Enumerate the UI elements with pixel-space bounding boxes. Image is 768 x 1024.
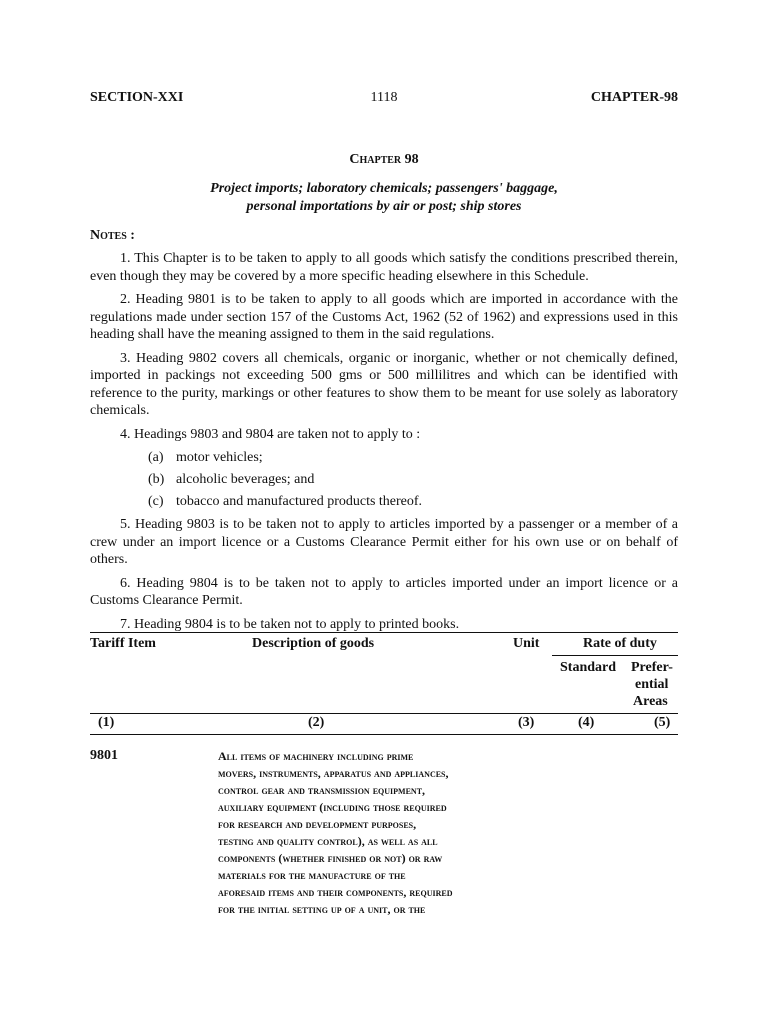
page-number: 1118 xyxy=(370,90,398,105)
col-rate-of-duty: Rate of duty xyxy=(583,636,657,651)
subitem-b xyxy=(148,471,678,488)
goods-description xyxy=(218,748,508,918)
subitem-c xyxy=(148,493,678,510)
col-tariff-item: Tariff Item xyxy=(90,636,156,651)
table-mid-rule xyxy=(90,713,678,714)
subitem-text: motor vehicles; xyxy=(176,450,263,465)
col-preferential-3: Areas xyxy=(633,694,668,709)
note-6: 6. Heading 9804 is to be taken not to apply to articles imported under an import licence or a Customs Clearance Permit. xyxy=(90,575,678,608)
note-7: 7. Heading 9804 is to be taken not to apply to printed books. xyxy=(120,616,460,632)
description-line: movers, instruments, apparatus and appliances, xyxy=(218,766,449,780)
col-preferential-2: ential xyxy=(635,677,669,692)
subitem-a xyxy=(148,449,678,466)
chapter-label: CHAPTER-98 xyxy=(590,90,678,105)
subitem-text: alcoholic beverages; and xyxy=(176,472,315,487)
note-5: 5. Heading 9803 is to be taken not to apply to articles imported by a passenger or a member of a crew under an import licence or a Customs Clearance Permit either for his own use or on behalf of others. xyxy=(90,517,678,567)
col-num-5: (5) xyxy=(654,715,671,730)
col-description: Description of goods xyxy=(252,636,375,651)
subtitle-line: Project imports; laboratory chemicals; passengers' baggage, xyxy=(210,181,558,196)
description-line: for the initial setting up of a unit, or the xyxy=(218,902,426,916)
description-line: aforesaid items and their components, required xyxy=(218,885,453,899)
description-line: auxiliary equipment (including those required xyxy=(218,800,447,814)
subitem-label: (c) xyxy=(148,494,164,509)
description-line: control gear and transmission equipment, xyxy=(218,783,426,797)
col-preferential-1: Prefer- xyxy=(631,660,673,675)
subtitle-line: personal importations by air or post; ship stores xyxy=(246,199,522,214)
note-1: 1. This Chapter is to be taken to apply to all goods which satisfy the conditions prescribed therein, even though they may be covered by a more specific heading elsewhere in this Schedule. xyxy=(90,251,678,284)
section-label: SECTION-XXI xyxy=(90,90,184,105)
notes-heading: Notes : xyxy=(90,228,135,243)
col-num-4: (4) xyxy=(578,715,595,730)
chapter-subtitle xyxy=(90,180,678,216)
rate-sub-rule xyxy=(552,655,678,656)
col-num-1: (1) xyxy=(98,715,115,730)
chapter-title: Chapter 98 xyxy=(349,152,419,167)
table-top-rule xyxy=(90,632,678,633)
description-line: All items of machinery including prime xyxy=(218,749,414,763)
col-standard: Standard xyxy=(560,660,617,675)
note-4-subitems xyxy=(148,449,678,510)
description-line: testing and quality control), as well as all xyxy=(218,834,438,848)
col-num-2: (2) xyxy=(308,715,325,730)
notes-list xyxy=(90,250,678,639)
subitem-label: (a) xyxy=(148,450,164,465)
subitem-label: (b) xyxy=(148,472,165,487)
table-bottom-rule xyxy=(90,734,678,735)
description-line: for research and development purposes, xyxy=(218,817,417,831)
col-unit: Unit xyxy=(513,636,540,651)
note-3: 3. Heading 9802 covers all chemicals, organic or inorganic, whether or not chemically defined, imported in packings not exceeding 500 gms or 500 millilitres and which can be identified with reference to the purity, markings or other features to show them to be meant for use solely as laboratory chemicals. xyxy=(90,350,678,418)
tariff-code: 9801 xyxy=(90,748,118,763)
col-num-3: (3) xyxy=(518,715,535,730)
note-4: 4. Headings 9803 and 9804 are taken not to apply to : xyxy=(120,426,421,442)
subitem-text: tobacco and manufactured products thereof. xyxy=(176,494,423,509)
description-line: components (whether finished or not) or raw xyxy=(218,851,443,865)
description-line: materials for the manufacture of the xyxy=(218,868,406,882)
note-2: 2. Heading 9801 is to be taken to apply to all goods which are imported in accordance with the regulations made under section 157 of the Customs Act, 1962 (52 of 1962) and expressions used in this heading shall have the meaning assigned to them in the said regulations. xyxy=(90,292,678,342)
